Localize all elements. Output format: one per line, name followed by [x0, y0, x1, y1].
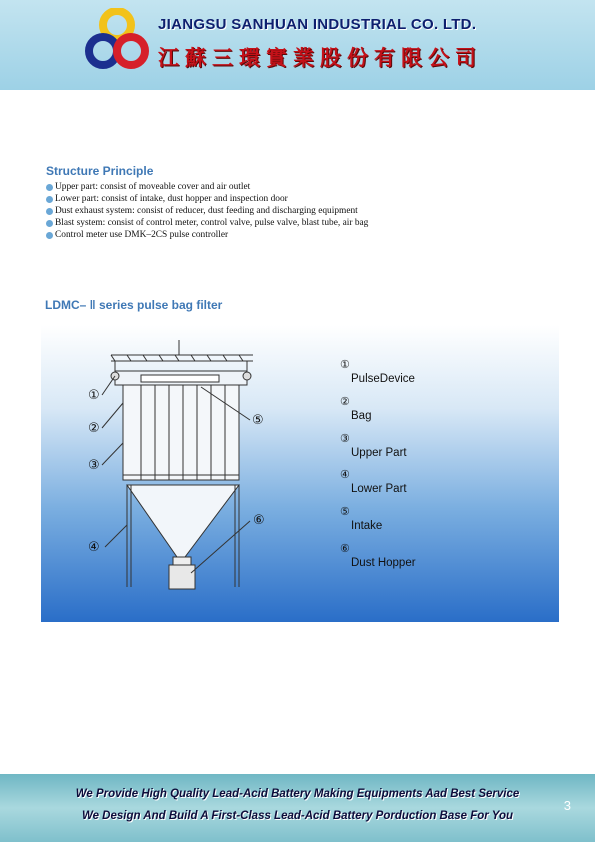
legend-label: Bag [351, 409, 372, 422]
footer-slogan-2: We Design And Build A First-Class Lead-Acid Battery Porduction Base For You [81, 810, 514, 822]
legend-label: Lower Part [351, 483, 407, 496]
callout-label: ② [88, 421, 100, 436]
company-name-english: JIANGSU SANHUAN INDUSTRIAL CO. LTD. [158, 16, 477, 33]
list-item [46, 181, 368, 193]
legend-number: ① [340, 359, 350, 371]
legend-number: ⑥ [340, 542, 350, 555]
legend-item [339, 432, 479, 469]
legend-number: ④ [340, 469, 350, 482]
legend-item [339, 505, 479, 542]
structure-principle-list [46, 181, 368, 241]
legend-item [339, 542, 479, 579]
list-item [46, 229, 368, 241]
figure-legend [339, 358, 479, 579]
list-item [46, 217, 368, 229]
page-footer [0, 774, 595, 842]
company-name-chinese: 江蘇三環實業股份有限公司 [158, 45, 482, 70]
callout-label: ③ [88, 458, 100, 473]
legend-item [339, 468, 479, 505]
list-item [46, 205, 368, 217]
page-header [0, 0, 595, 90]
company-logo [84, 8, 150, 78]
footer-slogan-1: We Provide High Quality Lead-Acid Battery Making Equipments Aad Best Service [75, 788, 520, 800]
legend-label: Upper Part [351, 446, 407, 459]
legend-number: ③ [340, 432, 350, 445]
list-item [46, 193, 368, 205]
list-item-text: Dust exhaust system: consist of reducer, dust feeding and discharging equipment [55, 206, 358, 216]
legend-item [339, 358, 479, 395]
bullet-icon [46, 232, 53, 239]
page-number: 3 [563, 798, 571, 813]
bag-filter-drawing [41, 325, 559, 622]
legend-label: PulseDevice [351, 373, 415, 385]
bullet-icon [46, 196, 53, 203]
legend-item [339, 395, 479, 432]
bullet-icon [46, 220, 53, 227]
callout-label: ① [88, 388, 100, 403]
bullet-icon [46, 184, 53, 191]
list-item-text: Upper part: consist of moveable cover and air outlet [55, 182, 251, 192]
legend-number: ② [340, 395, 350, 408]
bullet-icon [46, 208, 53, 215]
list-item-text: Lower part: consist of intake, dust hopper and inspection door [55, 194, 288, 204]
list-item-text: Blast system: consist of control meter, control valve, pulse valve, blast tube, air bag [55, 218, 369, 228]
legend-label: Intake [351, 520, 383, 533]
callout-label: ⑤ [252, 413, 264, 428]
legend-number: ⑤ [340, 506, 350, 519]
legend-label: Dust Hopper [351, 556, 416, 569]
structure-principle-title: Structure Principle [46, 164, 154, 178]
list-item-text: Control meter use DMK–2CS pulse controller [55, 230, 229, 240]
callout-label: ⑥ [253, 513, 265, 528]
product-title: LDMC– ‖ series pulse bag filter [45, 298, 223, 312]
callout-label: ④ [88, 540, 100, 555]
bag-filter-figure [41, 325, 559, 622]
